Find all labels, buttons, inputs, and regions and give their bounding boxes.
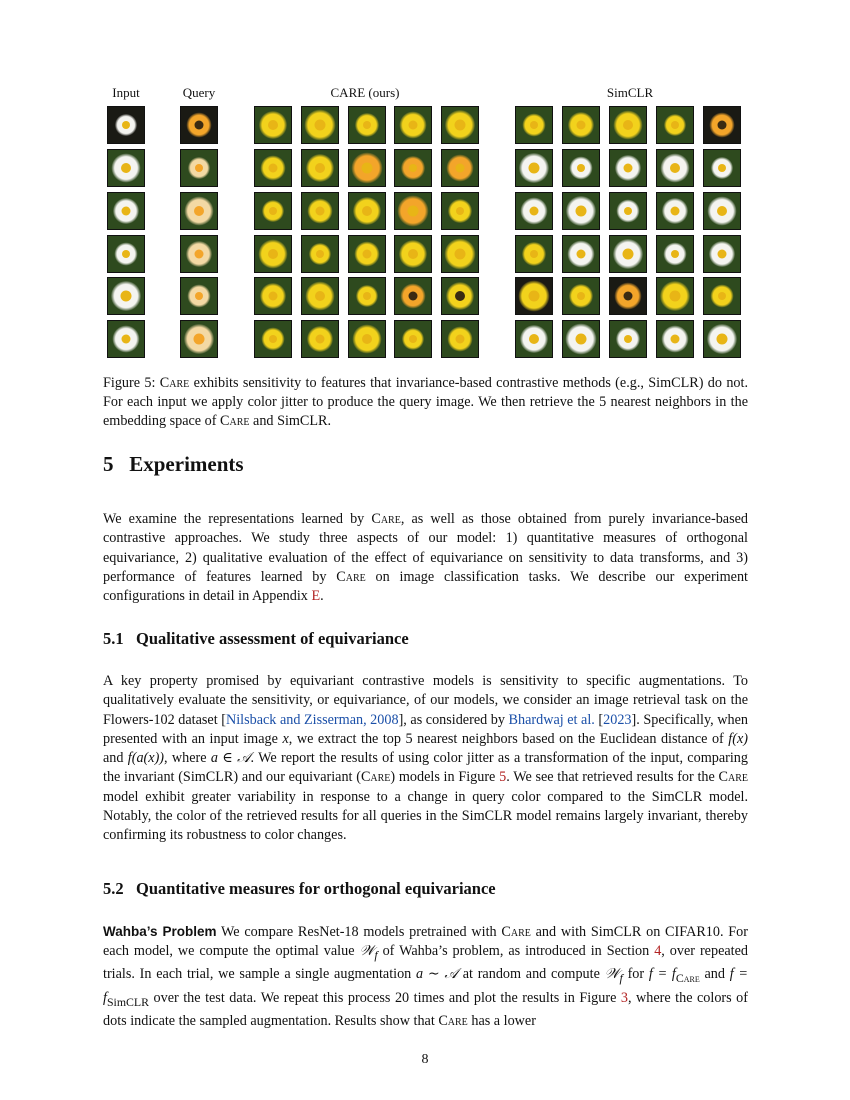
cite-bhardwaj[interactable]: Bhardwaj et al. [508,711,595,728]
section-5-heading [103,452,244,477]
flower-thumbnail [703,106,741,144]
figure-caption [103,374,748,431]
flower-thumbnail [609,320,647,358]
flower-thumbnail [254,235,292,273]
flower-thumbnail [703,277,741,315]
flower-center [122,121,130,129]
flower-center [316,335,325,344]
flower-center [577,292,585,300]
flower-center [623,249,634,260]
flower-center [671,250,679,258]
flower-center [408,249,418,259]
flower-thumbnail [254,192,292,230]
header-input: Input [112,85,140,100]
caption-text-1: exhibits sensitivity to features that invariance-based contrastive methods (e.g., SimCLR) do not. For each input we apply color jitter to produce the query image. We then retrieve the 5 nearest neighbors in the embedding space of [103,375,748,429]
flower-thumbnail [515,106,553,144]
flower-center [409,164,417,172]
flower-thumbnail [441,277,479,315]
flower-thumbnail [180,277,218,315]
flower-center [269,335,277,343]
flower-thumbnail [301,320,339,358]
figure-3-link[interactable]: 3 [620,989,628,1006]
flower-thumbnail [515,320,553,358]
flower-thumbnail [609,235,647,273]
flower-thumbnail [703,235,741,273]
section-5-title: Experiments [129,452,244,476]
flower-thumbnail [301,192,339,230]
flower-center [671,207,680,216]
flower-thumbnail [394,106,432,144]
flower-center [529,334,539,344]
flower-center [194,206,204,216]
flower-thumbnail [180,320,218,358]
flower-thumbnail [107,277,145,315]
flower-thumbnail [394,320,432,358]
flower-center [456,335,465,344]
flower-center [122,335,131,344]
section-5-1-number: 5.1 [103,629,124,648]
flower-thumbnail [515,149,553,187]
flower-center [671,121,679,129]
section-5-paragraph: We examine the representations learned by Care, as well as those obtained from purely invariance-based contrastive approaches. We study three aspects of our model: 1) quantitative measures of orthogonal equivariance, 2) qualitative evaluation of the effect of equivariance on sensitivity to data transforms, and 3) performance of features learned by Care on image classification tasks. We describe our experiment configurations in detail in Appendix E. [103,511,748,605]
flower-thumbnail [180,235,218,273]
figure-image-grid [0,0,850,370]
flower-center [409,121,418,130]
flower-center [455,120,466,131]
page-number: 8 [421,1052,429,1067]
caption-text-2: and SimCLR. [249,413,332,429]
flower-thumbnail [107,149,145,187]
flower-center [455,249,466,260]
flower-thumbnail [107,192,145,230]
figure-5-link[interactable]: 5 [499,769,507,786]
flower-thumbnail [441,235,479,273]
flower-thumbnail [394,277,432,315]
flower-thumbnail [180,192,218,230]
header-simclr: SimCLR [606,85,654,100]
flower-center [409,335,417,343]
header-query: Query [182,85,216,100]
section-5-number: 5 [103,452,114,476]
flower-center [530,207,539,216]
flower-thumbnail [254,320,292,358]
cite-bhardwaj-year[interactable]: 2023 [603,711,632,728]
flower-center [671,335,680,344]
flower-center [409,292,418,301]
flower-center [624,335,632,343]
flower-thumbnail [441,192,479,230]
flower-thumbnail [107,106,145,144]
flower-thumbnail [107,320,145,358]
caption-care: Care [159,375,190,391]
flower-center [408,206,419,217]
flower-thumbnail [301,106,339,144]
flower-thumbnail [703,320,741,358]
flower-center [577,250,586,259]
flower-thumbnail [562,106,600,144]
flower-thumbnail [609,149,647,187]
section-5-2-heading [103,879,496,899]
section-5-2-title: Quantitative measures for orthogonal equivariance [136,879,496,898]
flower-thumbnail [703,192,741,230]
flower-thumbnail [301,235,339,273]
flower-center [315,163,325,173]
flower-center [194,334,205,345]
section-5-2-paragraph: Wahba’s Problem We compare ResNet-18 models pretrained with Care and with SimCLR on CIFAR10. For each model, we compute the optimal value 𝒲$_f$ of Wahba’s problem, as introduced in Section 4, over repeated trials. In each trial, we sample a single augmentation a ∼ 𝒜 at random and compute 𝒲$_f$ for $f = f_{Care}$ and $f = f_{SimCLR}$ over the test data. We repeat this process 20 times and plot the results in Figure 3, where the colors of dots indicate the sampled augmentation. Results show that Care has a lower [103,924,749,1029]
flower-thumbnail [609,192,647,230]
flower-thumbnail [441,106,479,144]
flower-thumbnail [254,277,292,315]
flower-center [576,334,587,345]
flower-center [530,250,538,258]
flower-center [363,121,371,129]
section-5-1-heading [103,629,409,649]
flower-thumbnail [441,149,479,187]
flower-thumbnail [562,192,600,230]
section-5-1-title: Qualitative assessment of equivariance [136,629,409,648]
flower-thumbnail [394,149,432,187]
flower-center [362,206,372,216]
flower-thumbnail [180,149,218,187]
flower-center [195,121,204,130]
flower-thumbnail [656,235,694,273]
flower-center [717,334,728,345]
flower-center [456,164,465,173]
flower-center [718,121,727,130]
flower-center [576,206,587,217]
flower-thumbnail [348,192,386,230]
flower-center [670,291,681,302]
flower-thumbnail [301,277,339,315]
flower-thumbnail [562,149,600,187]
flower-thumbnail [254,149,292,187]
flower-thumbnail [348,320,386,358]
flower-center [362,163,373,174]
flower-center [624,292,633,301]
flower-thumbnail [441,320,479,358]
flower-center [529,163,540,174]
caption-care-2: Care [220,413,250,429]
flower-center [316,207,325,216]
flower-center [529,291,540,302]
flower-thumbnail [703,149,741,187]
flower-thumbnail [515,235,553,273]
flower-thumbnail [394,192,432,230]
flower-center [315,291,325,301]
flower-thumbnail [656,320,694,358]
flower-center [624,164,633,173]
flower-center [195,292,203,300]
flower-center [624,207,632,215]
flower-center [718,164,726,172]
flower-thumbnail [515,192,553,230]
flower-center [623,120,633,130]
flower-center [362,334,372,344]
flower-thumbnail [656,277,694,315]
flower-thumbnail [301,149,339,187]
flower-center [363,292,371,300]
flower-thumbnail [609,277,647,315]
flower-thumbnail [515,277,553,315]
flower-center [577,164,585,172]
cite-nilsback[interactable]: Nilsback and Zisserman, 2008 [225,711,399,728]
section-4-link[interactable]: 4 [654,943,662,960]
flower-center [315,120,326,131]
flower-center [268,249,278,259]
flower-center [269,207,277,215]
wahba-lead: Wahba’s Problem [103,924,217,939]
flower-thumbnail [348,277,386,315]
flower-thumbnail [609,106,647,144]
appendix-link[interactable]: E [311,588,321,605]
flower-thumbnail [254,106,292,144]
caption-label: Figure 5: [103,375,156,391]
flower-center [670,163,680,173]
section-5-2-number: 5.2 [103,879,124,898]
flower-thumbnail [656,192,694,230]
flower-center [455,291,465,301]
flower-center [363,250,372,259]
flower-thumbnail [656,106,694,144]
flower-thumbnail [107,235,145,273]
flower-center [195,250,204,259]
flower-thumbnail [562,320,600,358]
flower-center [717,206,727,216]
flower-thumbnail [562,277,600,315]
section-5-1-paragraph: A key property promised by equivariant contrastive models is sensitivity to specific augmentations. To qualitatively evaluate the sensitivity, or equivariance, of our models, we consider an image retrieval task on the Flowers-102 dataset [Nilsback and Zisserman, 2008], as considered by Bhardwaj et al. [2023]. Specifically, when presented with an input image x, we extract the top 5 nearest neighbors based on the Euclidean distance of f(x) and f(a(x)), where a ∈ 𝒜. We report the results of using color jitter as a transformation of the input, comparing the invariant (SimCLR) and our equivariant (Care) models in Figure 5. We see that retrieved results for the Care model exhibit greater variability in response to a change in query color compared to the SimCLR model. Notably, the color of the retrieved results for all queries in the SimCLR model remains largely invariant, thereby confirming its robustness to color changes. [103,673,748,844]
flower-thumbnail [180,106,218,144]
flower-center [121,163,131,173]
flower-center [316,250,324,258]
flower-center [122,250,130,258]
header-care: CARE (ours) [330,85,400,100]
flower-center [269,164,278,173]
flower-center [530,121,538,129]
flower-center [456,207,464,215]
flower-center [718,250,727,259]
flower-thumbnail [562,235,600,273]
flower-center [269,292,278,301]
flower-thumbnail [348,235,386,273]
flower-thumbnail [348,149,386,187]
flower-center [121,291,132,302]
flower-center [577,121,586,130]
flower-center [718,292,726,300]
flower-thumbnail [656,149,694,187]
flower-thumbnail [348,106,386,144]
flower-center [122,207,131,216]
flower-center [268,120,278,130]
flower-center [195,164,203,172]
flower-thumbnail [394,235,432,273]
